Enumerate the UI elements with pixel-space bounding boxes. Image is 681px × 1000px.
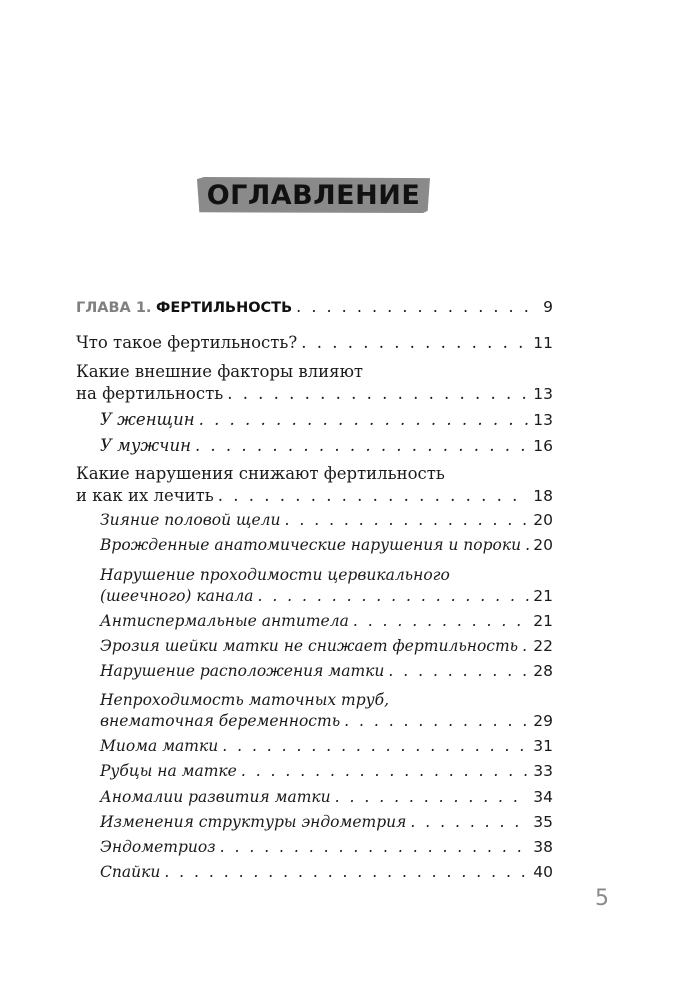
leader-dots [525, 536, 529, 554]
page-ref: 31 [533, 737, 553, 755]
toc-subentry[interactable] [100, 612, 553, 638]
toc-subentry[interactable] [100, 838, 553, 864]
entry-title: Эндометриоз [100, 838, 216, 856]
entry-title: и как их лечить [76, 486, 214, 505]
toc-entry[interactable] [76, 486, 553, 512]
entry-title: (шеечного) канала [100, 587, 254, 605]
leader-dots [241, 762, 529, 780]
page-ref: 11 [533, 334, 553, 352]
leader-dots [285, 511, 530, 529]
toc-subentry[interactable] [100, 436, 553, 462]
toc-subentry[interactable] [100, 662, 553, 688]
entry-title: Миома матки [100, 737, 219, 755]
entry-title: У женщин [100, 410, 195, 429]
entry-title-line1[interactable]: Какие нарушения снижают фертильность [76, 464, 445, 483]
page-ref: 20 [533, 536, 553, 554]
chapter-title: ФЕРТИЛЬНОСТЬ [156, 300, 293, 316]
heading-text: ОГЛАВЛЕНИЕ [206, 179, 421, 211]
entry-title: Рубцы на матке [100, 762, 237, 780]
toc-chapter-1[interactable] [76, 297, 553, 323]
toc-subentry[interactable] [100, 813, 553, 839]
page-ref: 35 [533, 813, 553, 831]
page-ref: 21 [533, 587, 553, 605]
page-ref: 29 [533, 712, 553, 730]
page-ref: 40 [533, 863, 553, 881]
toc-subentry[interactable] [100, 410, 553, 436]
leader-dots [164, 863, 529, 881]
page-ref: 34 [533, 788, 553, 806]
toc-subentry[interactable] [100, 737, 553, 763]
toc-subentry[interactable] [100, 863, 553, 889]
leader-dots [301, 333, 529, 352]
toc-subentry[interactable] [100, 536, 553, 562]
page-ref: 9 [543, 298, 553, 316]
entry-title: У мужчин [100, 436, 191, 455]
entry-title: Врожденные анатомические нарушения и пороки [100, 536, 522, 554]
toc-subentry[interactable] [100, 762, 553, 788]
entry-title: Нарушение расположения матки [100, 662, 385, 680]
toc-subentry[interactable] [100, 712, 553, 738]
page-number: 5 [595, 886, 609, 911]
leader-dots [220, 838, 530, 856]
leader-dots [410, 813, 529, 831]
entry-title: Зияние половой щели [100, 511, 281, 529]
leader-dots [335, 788, 530, 806]
page-ref: 18 [533, 487, 553, 505]
entry-title: Аномалии развития матки [100, 788, 331, 806]
toc-entry[interactable] [76, 384, 553, 410]
toc-heading [197, 177, 430, 213]
entry-title-line1[interactable]: Какие внешние факторы влияют [76, 362, 364, 381]
entry-title: Изменения структуры эндометрия [100, 813, 407, 831]
entry-title-line1[interactable]: Непроходимость маточных труб, [100, 691, 389, 709]
leader-dots [344, 712, 529, 730]
leader-dots [199, 410, 530, 429]
toc-subentry[interactable] [100, 587, 553, 613]
page-ref: 13 [533, 385, 553, 403]
leader-dots [353, 612, 529, 630]
chapter-prefix: ГЛАВА 1. [76, 300, 152, 316]
leader-dots [522, 637, 529, 655]
leader-dots [296, 297, 539, 316]
entry-title-line1[interactable]: Нарушение проходимости цервикального [100, 566, 450, 584]
page-ref: 13 [533, 411, 553, 429]
page-ref: 38 [533, 838, 553, 856]
page-ref: 33 [533, 762, 553, 780]
toc-subentry[interactable] [100, 788, 553, 814]
page-ref: 20 [533, 511, 553, 529]
leader-dots [388, 662, 529, 680]
toc-entry[interactable] [76, 333, 553, 359]
entry-title: Антиспермальные антитела [100, 612, 349, 630]
leader-dots [257, 587, 529, 605]
entry-title: Что такое фертильность? [76, 333, 298, 352]
entry-title: Спайки [100, 863, 161, 881]
leader-dots [195, 436, 529, 455]
page-ref: 22 [533, 637, 553, 655]
page-ref: 21 [533, 612, 553, 630]
entry-title: Эрозия шейки матки не снижает фертильность [100, 637, 519, 655]
page-ref: 16 [533, 437, 553, 455]
leader-dots [227, 384, 529, 403]
entry-title: на фертильность [76, 384, 224, 403]
leader-dots [218, 486, 530, 505]
entry-title: внематочная беременность [100, 712, 341, 730]
toc-subentry[interactable] [100, 637, 553, 663]
page-ref: 28 [533, 662, 553, 680]
toc-subentry[interactable] [100, 511, 553, 537]
leader-dots [222, 737, 529, 755]
